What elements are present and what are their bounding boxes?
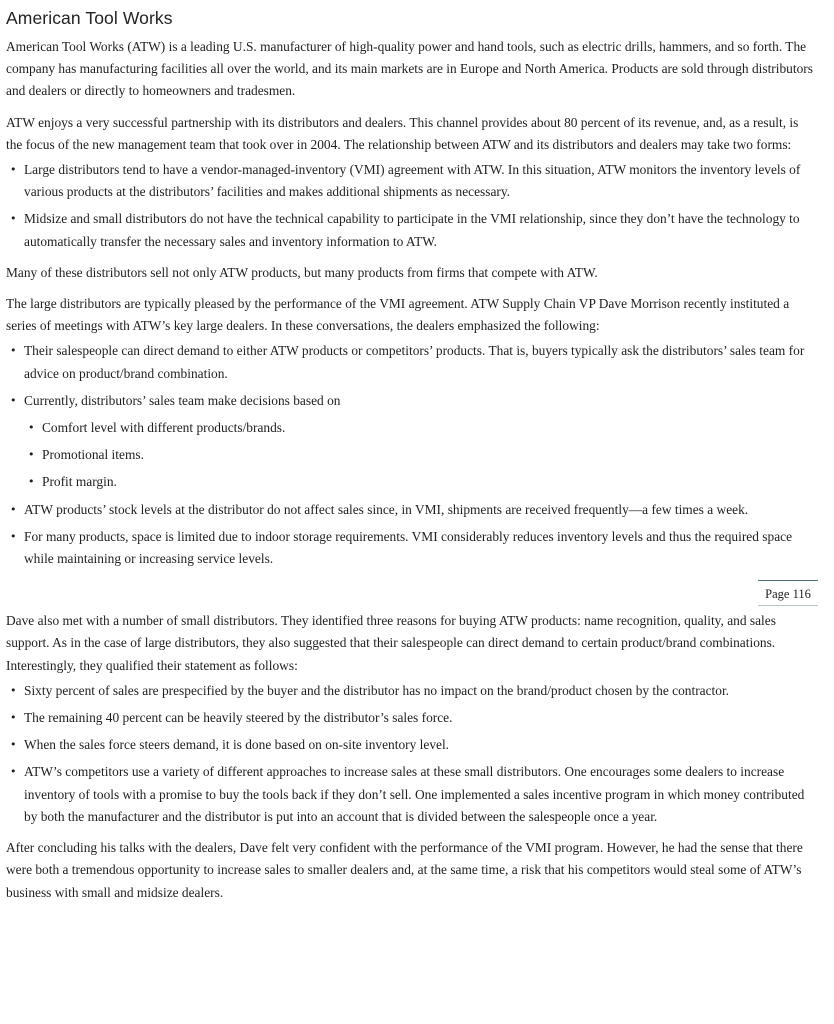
page-number-marker: Page 116 [758,580,818,606]
forms-list [6,159,818,253]
list-item: • ATW’s competitors use a variety of different approaches to increase sales at these small distributors. One encourages some dealers to increase inventory of tools with a promise to buy the tools back if they don’t sell. One implemented a sales incentive program in which money contributed by both the manufacturer and the distributor is put into an account that is divided between the salespeople once a year. [6,761,818,828]
list-item-decisions [6,390,818,494]
list-item: • For many products, space is limited due to indoor storage requirements. VMI considerably reduces inventory levels and thus the required space while maintaining or increasing service levels. [6,526,818,570]
large-dealer-points-list [6,340,818,570]
list-item: • Comfort level with different products/brands. [24,417,818,439]
list-item: • Large distributors tend to have a vendor-managed-inventory (VMI) agreement with ATW. In this situation, ATW monitors the inventory levels of various products at the distributors’ facilities and makes additional shipments as necessary. [6,159,818,203]
page-marker-row [6,580,818,610]
list-item: • Their salespeople can direct demand to either ATW products or competitors’ products. That is, buyers typically ask the distributors’ sales team for advice on product/brand combination. [6,340,818,384]
list-item: • Sixty percent of sales are prespecified by the buyer and the distributor has no impact on the brand/product chosen by the contractor. [6,680,818,702]
paragraph-large-pleased: The large distributors are typically pleased by the performance of the VMI agreement. ATW Supply Chain VP Dave Morrison recently instituted a series of meetings with ATW’s key large dealers. In these conversations, the dealers emphasized the following: [6,296,790,334]
list-item: • Promotional items. [24,444,818,466]
list-item: • The remaining 40 percent can be heavily steered by the distributor’s sales force. [6,707,818,729]
decisions-intro: Currently, distributors’ sales team make decisions based on [24,392,341,408]
small-dealer-points-list [6,680,818,828]
paragraph-partnership: ATW enjoys a very successful partnership with its distributors and dealers. This channel provides about 80 percent of its revenue, and, as a result, is the focus of the new management team that took over in 2004. The relationship between ATW and its distributors and dealers may take two forms: [6,114,799,152]
list-item: • Profit margin. [24,471,818,493]
list-item: • When the sales force steers demand, it is done based on on-site inventory level. [6,734,818,756]
document-page [6,0,818,904]
list-item: • ATW products’ stock levels at the distributor do not affect sales since, in VMI, shipments are received frequently—a few times a week. [6,499,818,521]
list-item: • Midsize and small distributors do not have the technical capability to participate in the VMI relationship, since they don’t have the technology to automatically transfer the necessary sales and inventory information to ATW. [6,208,818,252]
paragraph-competitors: Many of these distributors sell not only ATW products, but many products from firms that compete with ATW. [6,264,598,280]
paragraph-conclusion: After concluding his talks with the dealers, Dave felt very confident with the performance of the VMI program. However, he had the sense that there were both a tremendous opportunity to increase sales to smaller dealers and, at the same time, a risk that his competitors would steal some of ATW’s business with small and midsize dealers. [6,840,803,900]
page-title: American Tool Works [6,8,173,28]
paragraph-small-meeting: Dave also met with a number of small distributors. They identified three reasons for buying ATW products: name recognition, quality, and sales support. As in the case of large distributors, they also suggested that their salespeople can direct demand to certain product/brand combinations. Interestingly, they qualified their statement as follows: [6,613,776,673]
document-body [6,36,818,904]
decision-factors-list [24,417,818,494]
paragraph-intro: American Tool Works (ATW) is a leading U.S. manufacturer of high-quality power and hand tools, such as electric drills, hammers, and so forth. The company has manufacturing facilities all over the world, and its main markets are in Europe and North America. Products are sold through distributors and dealers or directly to homeowners and tradesmen. [6,39,813,99]
